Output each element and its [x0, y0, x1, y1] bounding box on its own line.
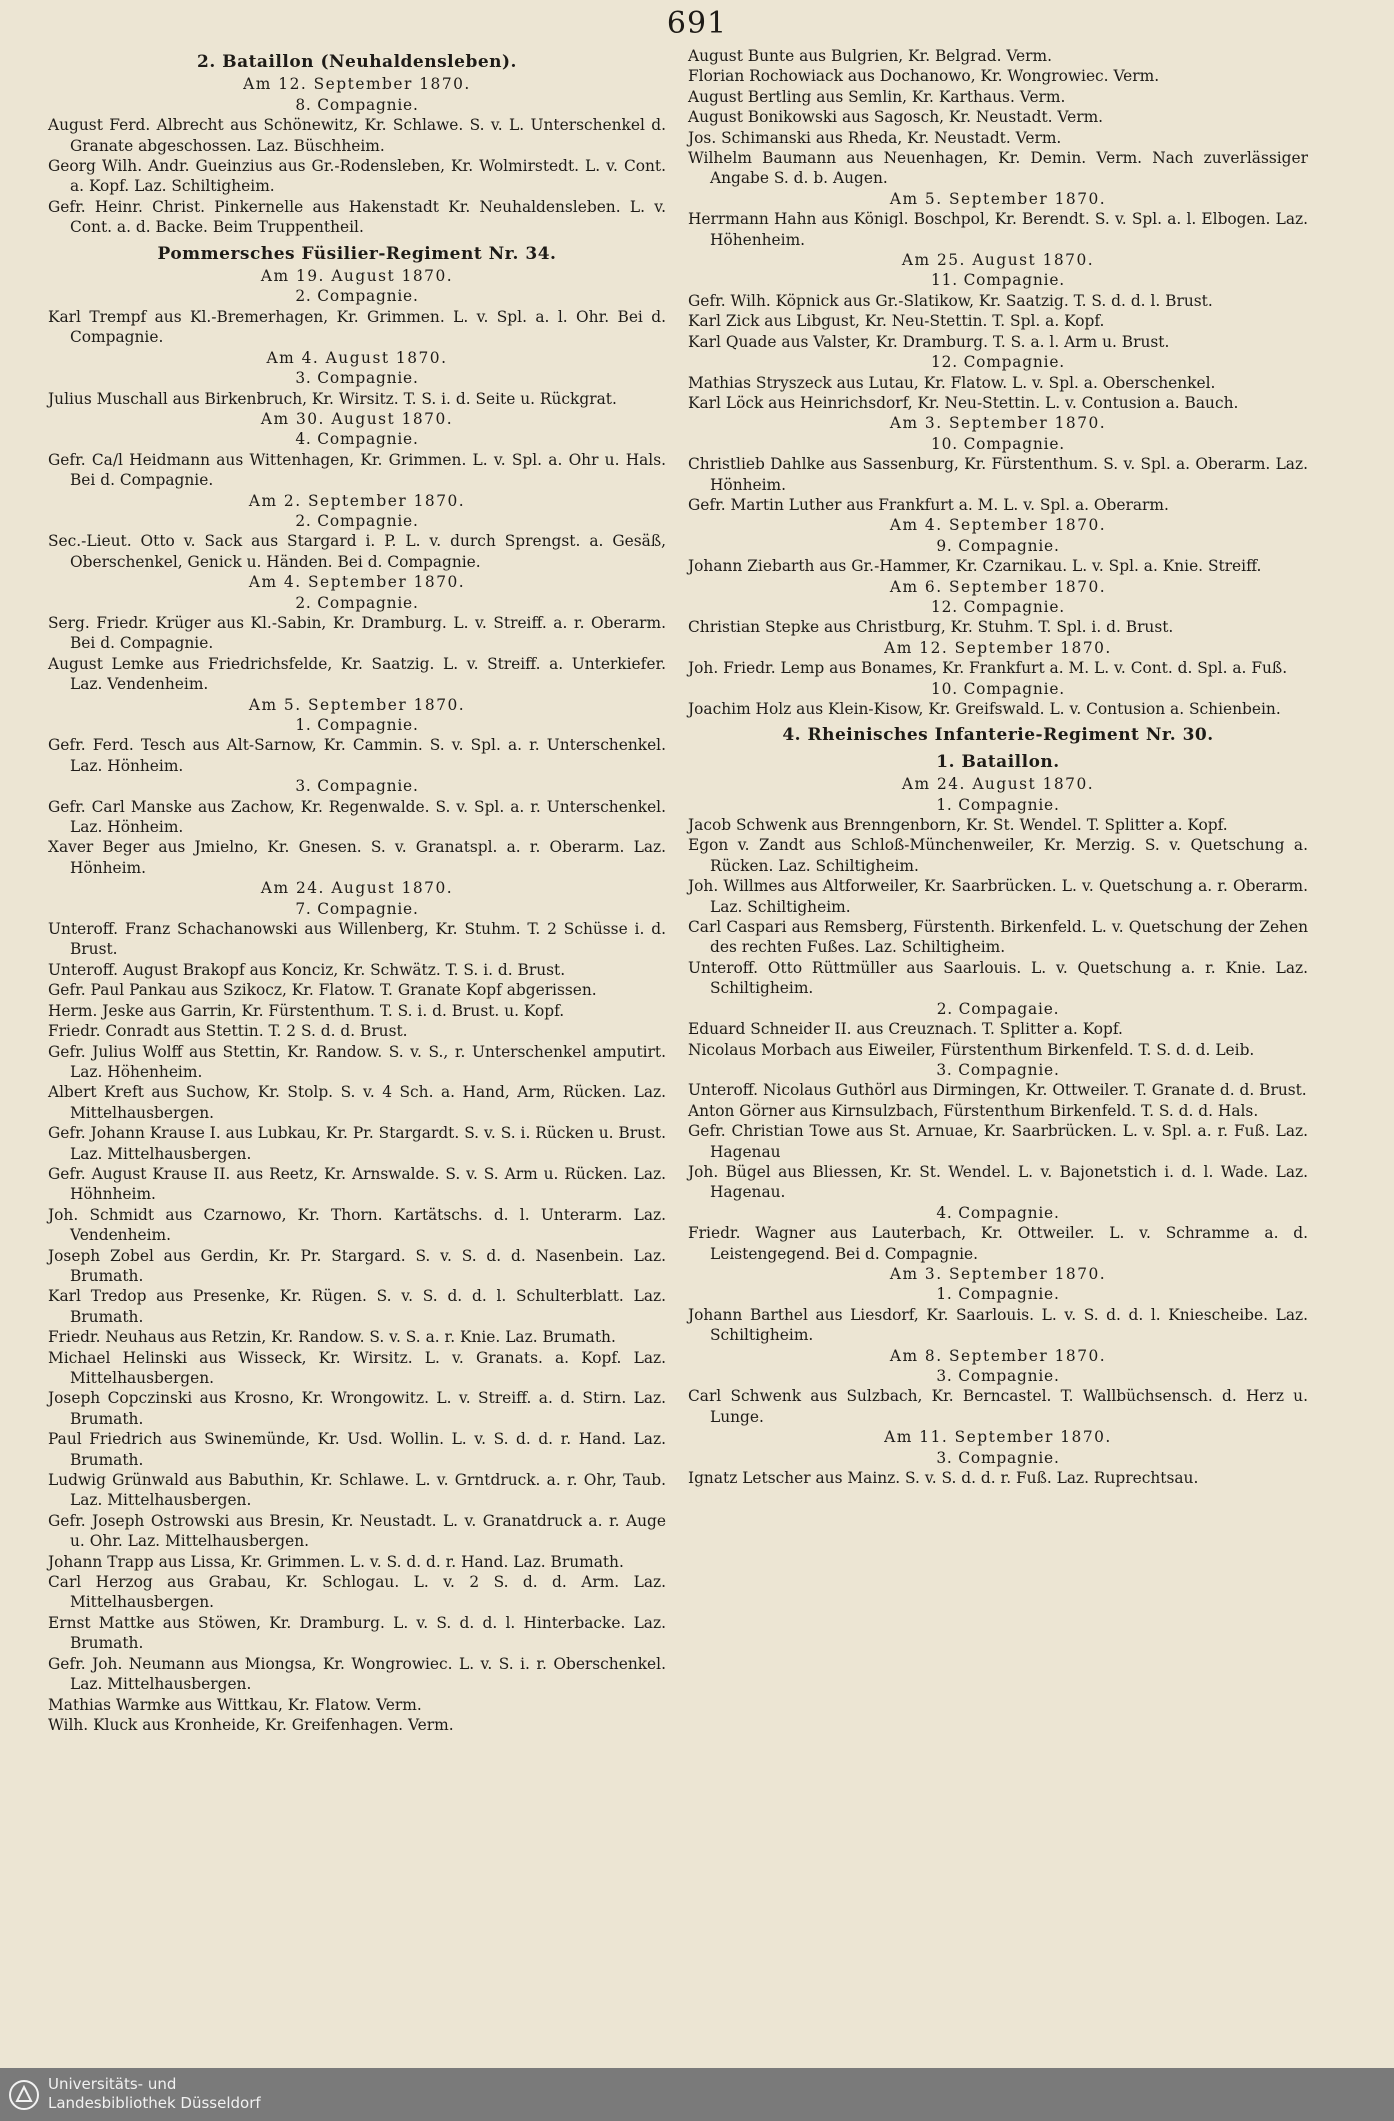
casualty-entry: Gefr. Joh. Neumann aus Miongsa, Kr. Wongrowiec. L. v. S. i. r. Oberschenkel. Laz. Mittelhausbergen.	[48, 1654, 666, 1694]
casualty-entry: Gefr. Ferd. Tesch aus Alt-Sarnow, Kr. Cammin. S. v. Spl. a. r. Unterschenkel. Laz. Hönheim.	[48, 736, 666, 775]
casualty-entry: Herm. Jeske aus Garrin, Kr. Fürstenthum. T. S. i. d. Brust. u. Kopf.	[48, 1001, 565, 1020]
footer-text	[48, 2075, 261, 2113]
casualty-entry: August Bunte aus Bulgrien, Kr. Belgrad. Verm.	[688, 47, 1053, 65]
date-heading: Am 25. August 1870.	[901, 251, 1095, 270]
casualty-entry: Xaver Beger aus Jmielno, Kr. Gnesen. S. v. Granatspl. a. r. Oberarm. Laz. Hönheim.	[48, 838, 666, 877]
company-heading: 2. Compagnie.	[295, 593, 419, 612]
company-heading: 2. Compagnie.	[295, 287, 419, 306]
date-heading: Am 19. August 1870.	[260, 267, 454, 286]
casualty-entry: Julius Muschall aus Birkenbruch, Kr. Wirsitz. T. S. i. d. Seite u. Rückgrat.	[48, 389, 617, 408]
casualty-entry: Gefr. Christian Towe aus St. Arnuae, Kr. Saarbrücken. L. v. Spl. a. r. Fuß. Laz. Hagenau	[688, 1122, 1308, 1161]
casualty-entry: Friedr. Wagner aus Lauterbach, Kr. Ottweiler. L. v. Schramme a. d. Leistengegend. Bei d. Compagnie.	[688, 1224, 1308, 1263]
date-heading: Am 4. September 1870.	[248, 573, 466, 592]
section-heading: 2. Bataillon (Neuhaldensleben).	[197, 52, 517, 72]
casualty-entry: Gefr. August Krause II. aus Reetz, Kr. Arnswalde. S. v. S. Arm u. Rücken. Laz. Höhnheim.	[48, 1164, 666, 1204]
company-heading: 3. Compagnie.	[936, 1060, 1060, 1079]
date-heading: Am 30. August 1870.	[260, 409, 454, 428]
casualty-entry: Michael Helinski aus Wisseck, Kr. Wirsitz. L. v. Granats. a. Kopf. Laz. Mittelhausbergen.	[48, 1348, 666, 1387]
casualty-entry: Nicolaus Morbach aus Eiweiler, Fürstenthum Birkenfeld. T. S. d. d. Leib.	[688, 1040, 1255, 1059]
casualty-entry: August Bertling aus Semlin, Kr. Karthaus. Verm.	[688, 87, 1066, 106]
casualty-entry: Christian Stepke aus Christburg, Kr. Stuhm. T. Spl. i. d. Brust.	[688, 618, 1174, 637]
casualty-entry: Christlieb Dahlke aus Sassenburg, Kr. Fürstenthum. S. v. Spl. a. Oberarm. Laz. Hönheim.	[688, 455, 1308, 494]
casualty-entry: Anton Görner aus Kirnsulzbach, Fürstenthum Birkenfeld. T. S. d. d. Hals.	[688, 1101, 1259, 1120]
casualty-entry: Johann Trapp aus Lissa, Kr. Grimmen. L. v. S. d. d. r. Hand. Laz. Brumath.	[48, 1552, 624, 1571]
date-heading: Am 3. September 1870.	[889, 1264, 1107, 1283]
company-heading: 8. Compagnie.	[295, 95, 419, 114]
casualty-entry: Gefr. Paul Pankau aus Szikocz, Kr. Flatow. T. Granate Kopf abgerissen.	[48, 981, 597, 1000]
right-column	[688, 46, 1308, 1488]
section-heading: 1. Bataillon.	[936, 751, 1060, 772]
company-heading: 4. Compagnie.	[936, 1203, 1060, 1222]
casualty-entry: Carl Caspari aus Remsberg, Fürstenth. Birkenfeld. L. v. Quetschung der Zehen des rechten Fußes. Laz. Schiltigheim.	[688, 918, 1308, 957]
casualty-entry: Joseph Copczinski aus Krosno, Kr. Wrongowitz. L. v. Streiff. a. d. Stirn. Laz. Brumath.	[48, 1389, 666, 1428]
company-heading: 1. Compagnie.	[295, 716, 419, 734]
date-heading: Am 2. September 1870.	[248, 491, 466, 510]
company-heading: 3. Compagnie.	[295, 777, 419, 796]
casualty-entry: Jos. Schimanski aus Rheda, Kr. Neustadt. Verm.	[688, 128, 1062, 147]
casualty-entry: Karl Quade aus Valster, Kr. Dramburg. T. S. a. l. Arm u. Brust.	[688, 332, 1170, 351]
date-heading: Am 5. September 1870.	[889, 189, 1107, 208]
casualty-entry: Joh. Bügel aus Bliessen, Kr. St. Wendel. L. v. Bajonetstich i. d. l. Wade. Laz. Hagenau.	[688, 1162, 1308, 1202]
section-heading: Pommersches Füsilier-Regiment Nr. 34.	[157, 243, 557, 264]
date-heading: Am 12. September 1870.	[243, 75, 471, 94]
casualty-entry: Johann Barthel aus Liesdorf, Kr. Saarlouis. L. v. S. d. d. l. Kniescheibe. Laz. Schiltigheim.	[688, 1305, 1308, 1345]
company-heading: 3. Compagnie.	[936, 1448, 1060, 1467]
casualty-entry: Gefr. Wilh. Köpnick aus Gr.-Slatikow, Kr. Saatzig. T. S. d. d. l. Brust.	[688, 291, 1213, 310]
casualty-entry: Ignatz Letscher aus Mainz. S. v. S. d. d. r. Fuß. Laz. Ruprechtsau.	[688, 1469, 1199, 1488]
casualty-entry: Karl Tredop aus Presenke, Kr. Rügen. S. v. S. d. d. l. Schulterblatt. Laz. Brumath.	[48, 1287, 666, 1326]
casualty-entry: Unteroff. Otto Rüttmüller aus Saarlouis. L. v. Quetschung a. r. Knie. Laz. Schiltigheim.	[688, 958, 1308, 998]
company-heading: 9. Compagnie.	[936, 536, 1060, 555]
casualty-entry: Gefr. Carl Manske aus Zachow, Kr. Regenwalde. S. v. Spl. a. r. Unterschenkel. Laz. Hönheim.	[48, 797, 666, 837]
casualty-entry: Friedr. Conradt aus Stettin. T. 2 S. d. d. Brust.	[48, 1022, 408, 1041]
casualty-entry: Joh. Friedr. Lemp aus Bonames, Kr. Frankfurt a. M. L. v. Cont. d. Spl. a. Fuß.	[688, 659, 1288, 678]
casualty-entry: August Lemke aus Friedrichsfelde, Kr. Saatzig. L. v. Streiff. a. Unterkiefer. Laz. Vendenheim.	[48, 654, 666, 694]
casualty-entry: August Ferd. Albrecht aus Schönewitz, Kr. Schlawe. S. v. L. Unterschenkel d. Granate abgeschossen. Laz. Büschheim.	[48, 116, 666, 155]
page-number: 691	[666, 6, 728, 41]
company-heading: 7. Compagnie.	[295, 899, 419, 918]
casualty-entry: Gefr. Ca/l Heidmann aus Wittenhagen, Kr. Grimmen. L. v. Spl. a. Ohr u. Hals. Bei d. Compagnie.	[48, 450, 666, 490]
date-heading: Am 24. August 1870.	[901, 775, 1095, 794]
date-heading: Am 5. September 1870.	[248, 695, 466, 714]
casualty-entry: August Bonikowski aus Sagosch, Kr. Neustadt. Verm.	[688, 108, 1104, 127]
casualty-entry: Karl Trempf aus Kl.-Bremerhagen, Kr. Grimmen. L. v. Spl. a. l. Ohr. Bei d. Compagnie.	[48, 307, 666, 347]
casualty-entry: Joh. Willmes aus Altforweiler, Kr. Saarbrücken. L. v. Quetschung a. r. Oberarm. Laz. Schiltigheim.	[688, 877, 1308, 916]
company-heading: 11. Compagnie.	[931, 271, 1065, 290]
casualty-entry: Friedr. Neuhaus aus Retzin, Kr. Randow. S. v. S. a. r. Knie. Laz. Brumath.	[48, 1328, 616, 1347]
date-heading: Am 4. August 1870.	[266, 348, 448, 367]
company-heading: 2. Compagaie.	[936, 999, 1060, 1018]
date-heading: Am 11. September 1870.	[884, 1428, 1112, 1447]
casualty-entry: Gefr. Heinr. Christ. Pinkernelle aus Hakenstadt Kr. Neuhaldensleben. L. v. Cont. a. d. Backe. Beim Truppentheil.	[48, 197, 666, 237]
casualty-entry: Paul Friedrich aus Swinemünde, Kr. Usd. Wollin. L. v. S. d. d. r. Hand. Laz. Brumath.	[48, 1430, 666, 1469]
casualty-entry: Carl Herzog aus Grabau, Kr. Schlogau. L. v. 2 S. d. d. Arm. Laz. Mittelhausbergen.	[48, 1573, 666, 1612]
casualty-entry: Karl Löck aus Heinrichsdorf, Kr. Neu-Stettin. L. v. Contusion a. Bauch.	[688, 393, 1239, 412]
left-column	[48, 46, 666, 1735]
casualty-entry: Unteroff. August Brakopf aus Konciz, Kr. Schwätz. T. S. i. d. Brust.	[48, 960, 566, 979]
casualty-entry: Herrmann Hahn aus Königl. Boschpol, Kr. Berendt. S. v. Spl. a. l. Elbogen. Laz. Höhenheim.	[688, 210, 1308, 249]
company-heading: 1. Compagnie.	[936, 795, 1060, 814]
casualty-entry: Unteroff. Nicolaus Guthörl aus Dirmingen, Kr. Ottweiler. T. Granate d. d. Brust.	[688, 1081, 1307, 1100]
company-heading: 12. Compagnie.	[931, 353, 1065, 372]
footer-line-1: Universitäts- und	[48, 2075, 177, 2093]
casualty-entry: Gefr. Julius Wolff aus Stettin, Kr. Randow. S. v. S., r. Unterschenkel amputirt. Laz. Höhenheim.	[48, 1042, 666, 1081]
footer-line-2: Landesbibliothek Düsseldorf	[48, 2094, 261, 2112]
company-heading: 2. Compagnie.	[295, 511, 419, 530]
date-heading: Am 8. September 1870.	[889, 1346, 1107, 1365]
company-heading: 10. Compagnie.	[931, 679, 1065, 698]
casualty-entry: Wilhelm Baumann aus Neuenhagen, Kr. Demin. Verm. Nach zuverlässiger Angabe S. d. b. Augen.	[688, 149, 1308, 188]
company-heading: 12. Compagnie.	[931, 597, 1065, 616]
library-footer	[0, 2068, 1394, 2121]
casualty-entry: Gefr. Joseph Ostrowski aus Bresin, Kr. Neustadt. L. v. Granatdruck a. r. Auge u. Ohr. Laz. Mittelhausbergen.	[48, 1511, 666, 1551]
casualty-entry: Florian Rochowiack aus Dochanowo, Kr. Wongrowiec. Verm.	[688, 67, 1160, 86]
casualty-entry: Sec.-Lieut. Otto v. Sack aus Stargard i. P. L. v. durch Sprengst. a. Gesäß, Oberschenkel, Genick u. Händen. Bei d. Compagnie.	[48, 532, 666, 571]
casualty-entry: Joh. Schmidt aus Czarnowo, Kr. Thorn. Kartätschs. d. l. Unterarm. Laz. Vendenheim.	[48, 1205, 666, 1245]
casualty-entry: Ernst Mattke aus Stöwen, Kr. Dramburg. L. v. S. d. d. l. Hinterbacke. Laz. Brumath.	[48, 1613, 666, 1653]
casualty-entry: Unteroff. Franz Schachanowski aus Willenberg, Kr. Stuhm. T. 2 Schüsse i. d. Brust.	[48, 920, 666, 959]
company-heading: 3. Compagnie.	[295, 369, 419, 388]
casualty-entry: Jacob Schwenk aus Brenngenborn, Kr. St. Wendel. T. Splitter a. Kopf.	[688, 816, 1228, 835]
casualty-entry: Johann Ziebarth aus Gr.-Hammer, Kr. Czarnikau. L. v. Spl. a. Knie. Streiff.	[688, 557, 1262, 576]
casualty-entry: Egon v. Zandt aus Schloß-Münchenweiler, Kr. Merzig. S. v. Quetschung a. Rücken. Laz. Schiltigheim.	[688, 836, 1308, 875]
company-heading: 10. Compagnie.	[931, 434, 1065, 453]
ulb-logo-icon	[8, 2079, 40, 2111]
casualty-entry: Gefr. Johann Krause I. aus Lubkau, Kr. Pr. Stargardt. S. v. S. i. Rücken u. Brust. Laz. Mittelhausbergen.	[48, 1124, 666, 1163]
casualty-entry: Serg. Friedr. Krüger aus Kl.-Sabin, Kr. Dramburg. L. v. Streiff. a. r. Oberarm. Bei d. Compagnie.	[48, 613, 666, 653]
section-heading: 4. Rheinisches Infanterie-Regiment Nr. 30.	[782, 725, 1214, 746]
casualty-entry: Joseph Zobel aus Gerdin, Kr. Pr. Stargard. S. v. S. d. d. Nasenbein. Laz. Brumath.	[48, 1246, 666, 1285]
casualty-entry: Joachim Holz aus Klein-Kisow, Kr. Greifswald. L. v. Contusion a. Schienbein.	[688, 700, 1281, 718]
date-heading: Am 3. September 1870.	[889, 414, 1107, 433]
casualty-entry: Albert Kreft aus Suchow, Kr. Stolp. S. v. 4 Sch. a. Hand, Arm, Rücken. Laz. Mittelhausbergen.	[48, 1083, 666, 1122]
date-heading: Am 12. September 1870.	[884, 638, 1112, 657]
casualty-entry: Karl Zick aus Libgust, Kr. Neu-Stettin. T. Spl. a. Kopf.	[688, 312, 1105, 331]
company-heading: 4. Compagnie.	[295, 430, 419, 449]
casualty-entry: Mathias Warmke aus Wittkau, Kr. Flatow. Verm.	[48, 1695, 422, 1714]
company-heading: 3. Compagnie.	[936, 1367, 1060, 1385]
casualty-entry: Ludwig Grünwald aus Babuthin, Kr. Schlawe. L. v. Grntdruck. a. r. Ohr, Taub. Laz. Mittelhausbergen.	[48, 1471, 666, 1510]
casualty-entry: Gefr. Martin Luther aus Frankfurt a. M. L. v. Spl. a. Oberarm.	[688, 495, 1169, 514]
date-heading: Am 6. September 1870.	[889, 577, 1107, 596]
company-heading: 1. Compagnie.	[936, 1285, 1060, 1304]
casualty-entry: Mathias Stryszeck aus Lutau, Kr. Flatow. L. v. Spl. a. Oberschenkel.	[688, 373, 1216, 392]
date-heading: Am 4. September 1870.	[889, 516, 1107, 535]
casualty-entry: Carl Schwenk aus Sulzbach, Kr. Berncastel. T. Wallbüchsensch. d. Herz u. Lunge.	[688, 1387, 1308, 1426]
casualty-entry: Eduard Schneider II. aus Creuznach. T. Splitter a. Kopf.	[688, 1020, 1123, 1039]
casualty-entry: Wilh. Kluck aus Kronheide, Kr. Greifenhagen. Verm.	[48, 1715, 454, 1734]
date-heading: Am 24. August 1870.	[260, 879, 454, 898]
casualty-entry: Georg Wilh. Andr. Gueinzius aus Gr.-Rodensleben, Kr. Wolmirstedt. L. v. Cont. a. Kopf. Laz. Schiltigheim.	[48, 157, 666, 196]
